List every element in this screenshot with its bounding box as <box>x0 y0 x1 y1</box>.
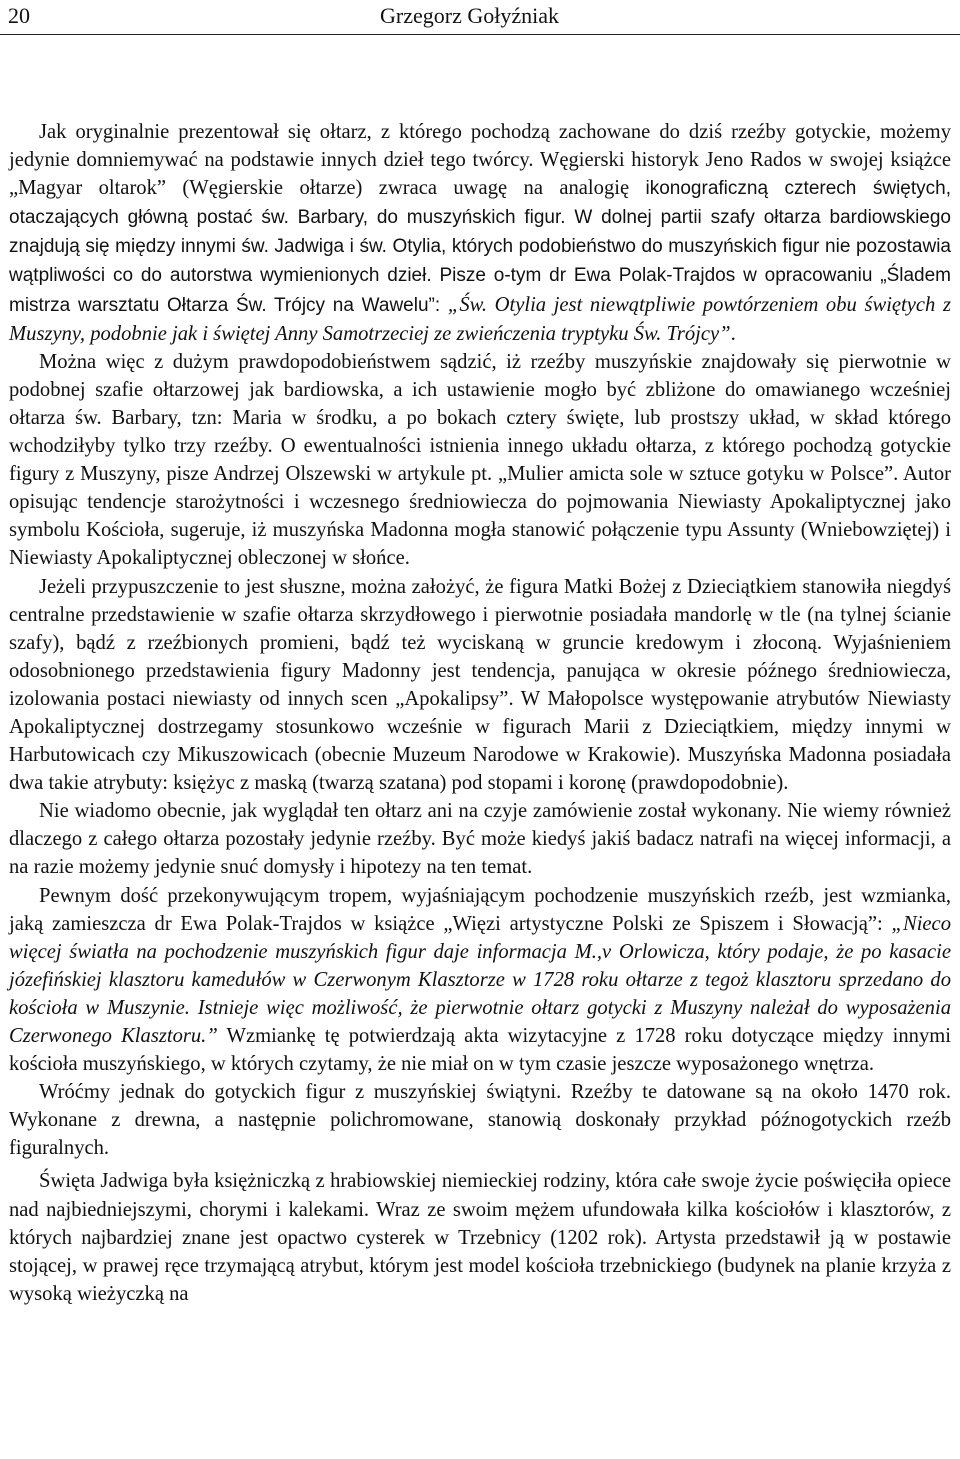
paragraph-7: Święta Jadwiga była księżniczką z hrabiowskiej niemieckiej rodziny, która całe swoje życie poświęciła opiece nad najbiedniejszymi, chorymi i kalekami. Wraz ze swoim mężem ufundowała kilka kościołów i klasztorów, z których najbardziej znane jest opactwo cysterek w Trzebnicy (1202 rok). Artysta przedstawił ją w postawie stojącej, w prawej ręce trzymającą atrybut, którym jest model kościoła trzebnickiego (budynek na planie krzyża z wysoką wieżyczką na <box>9 1170 951 1305</box>
paragraph-5-quote: „Nieco więcej światła na pochodzenie muszyńskich figur daje informacja M.,v Orlowicza, który podaje, że po kasacie józefińskiej klasztoru kamedułów w Czerwonym Klasztorze w 1728 roku ołtarze z tegoż klasztoru sprzedano do kościoła w Muszynie. Istnieje więc możliwość, że pierwotnie ołtarz gotycki z Muszyny należał do wyposażenia Czerwonego Klasztoru.” <box>9 912 951 1047</box>
body-text <box>9 118 951 1308</box>
paragraph-1 <box>9 118 951 348</box>
paragraph-1-end: . <box>730 322 736 345</box>
page-number: 20 <box>8 3 30 28</box>
paragraph-6: Wróćmy jednak do gotyckich figur z muszyńskiej świątyni. Rzeźby te datowane są na około 1470 rok. Wykonane z drewna, a następnie polichromowane, stanowią doskonały przykład późnogotyckich rzeźb figuralnych. <box>9 1081 951 1160</box>
paragraph-1-text-b: ikonograficzną czterech świętych, otaczających główną postać św. Barbary, do muszyńskich figur. W dolnej partii szafy ołtarza bardiowskiego znajdują się między innymi św. Jadwiga i św. Otylia, których podobieństwo do muszyńskich figur nie pozostawia wątpliwości co do autorstwa wymienionych dzieł. Pisze o-tym dr Ewa Polak-Trajdos w opracowaniu „Śladem mistrza warsztatu Ołtarza Św. Trójcy na Wawelu”: <box>9 178 951 316</box>
paragraph-5 <box>9 882 951 1079</box>
paragraph-4: Nie wiadomo obecnie, jak wyglądał ten ołtarz ani na czyje zamówienie został wykonany. Nie wiemy również dlaczego z całego ołtarza pozostały jedynie rzeźby. Być może kiedyś jakiś badacz natrafi na więcej informacji, a na razie możemy jedynie snuć domysły i hipotezy na ten temat. <box>9 800 951 879</box>
paragraph-1-text-a: Jak oryginalnie prezentował się ołtarz, z którego pochodzą zachowane do dziś rzeźby gotyckie, możemy jedynie domniemywać na podstawie innych dzieł tego twórcy. Węgierski historyk Jeno Rados w swojej książce „Magyar oltarok” (Węgierskie ołtarze) zwraca uwagę na analogię <box>9 121 951 200</box>
paragraph-5-text-b: Wzmiankę tę potwierdzają akta wizytacyjne z 1728 roku dotyczące między innymi kościoła muszyńskiego, w których czytamy, że nie miał on w tym czasie jeszcze wyposażonego wnętrza. <box>9 1025 951 1076</box>
running-title-author: Grzegorz Gołyźniak <box>380 3 559 28</box>
paragraph-5-text-a: Pewnym dość przekonywującym tropem, wyjaśniającym pochodzenie muszyńskich rzeźb, jest wzmianka, jaką zamieszcza dr Ewa Polak-Trajdos w książce „Więzi artystyczne Polski ze Spiszem i Słowacją”: <box>9 884 951 935</box>
page-header <box>0 0 960 35</box>
paragraph-3: Jeżeli przypuszczenie to jest słuszne, można założyć, że figura Matki Bożej z Dzieciątkiem stanowiła niegdyś centralne przedstawienie w szafie ołtarza skrzydłowego i pierwotnie posiadała mandorlę w tle (na tylnej ścianie szafy), bądź z rzeźbionych promieni, bądź też wyciskaną w gruncie kredowym i złoconą. Wyjaśnieniem odosobnionego przedstawienia figury Madonny jest tendencja, panująca w okresie późnego średniowiecza, izolowania postaci niewiasty od innych scen „Apokalipsy”. W Małopolsce występowanie atrybutów Niewiasty Apokaliptycznej dostrzegamy stosunkowo wcześnie w figurach Marii z Dzieciątkiem, między innymi w Harbutowicach czy Mikuszowicach (obecnie Muzeum Narodowe w Krakowie). Muszyńska Madonna posiadała dwa takie atrybuty: księżyc z maską (twarzą szatana) pod stopami i koronę (prawdopodobnie). <box>9 575 951 795</box>
paragraph-1-quote: „Św. Otylia jest niewątpliwie powtórzeniem obu świętych z Muszyny, podobnie jak i świętej Anny Samotrzeciej ze zwieńczenia tryptyku Św. Trójcy” <box>9 293 951 345</box>
paragraph-2: Można więc z dużym prawdopodobieństwem sądzić, iż rzeźby muszyńskie znajdowały się pierwotnie w podobnej szafie ołtarzowej jak bardiowska, a ich ustawienie mogło być zbliżone do omawianego wcześniej ołtarza św. Barbary, tzn: Maria w środku, a po bokach cztery święte, lub prostszy układ, w skład którego wchodziłyby tylko trzy rzeźby. O ewentualności istnienia innego układu ołtarza, z którego pochodzą gotyckie figury z Muszyny, pisze Andrzej Olszewski w artykule pt. „Mulier amicta sole w sztuce gotyku w Polsce”. Autor opisując tendencje starożytności i wczesnego średniowiecza do pojmowania Niewiasty Apokaliptycznej jako symbolu Kościoła, sugeruje, iż muszyńska Madonna mogła stanowić połączenie typu Assunty (Wniebowziętej) i Niewiasty Apokaliptycznej obleczonej w słońce. <box>9 350 951 570</box>
